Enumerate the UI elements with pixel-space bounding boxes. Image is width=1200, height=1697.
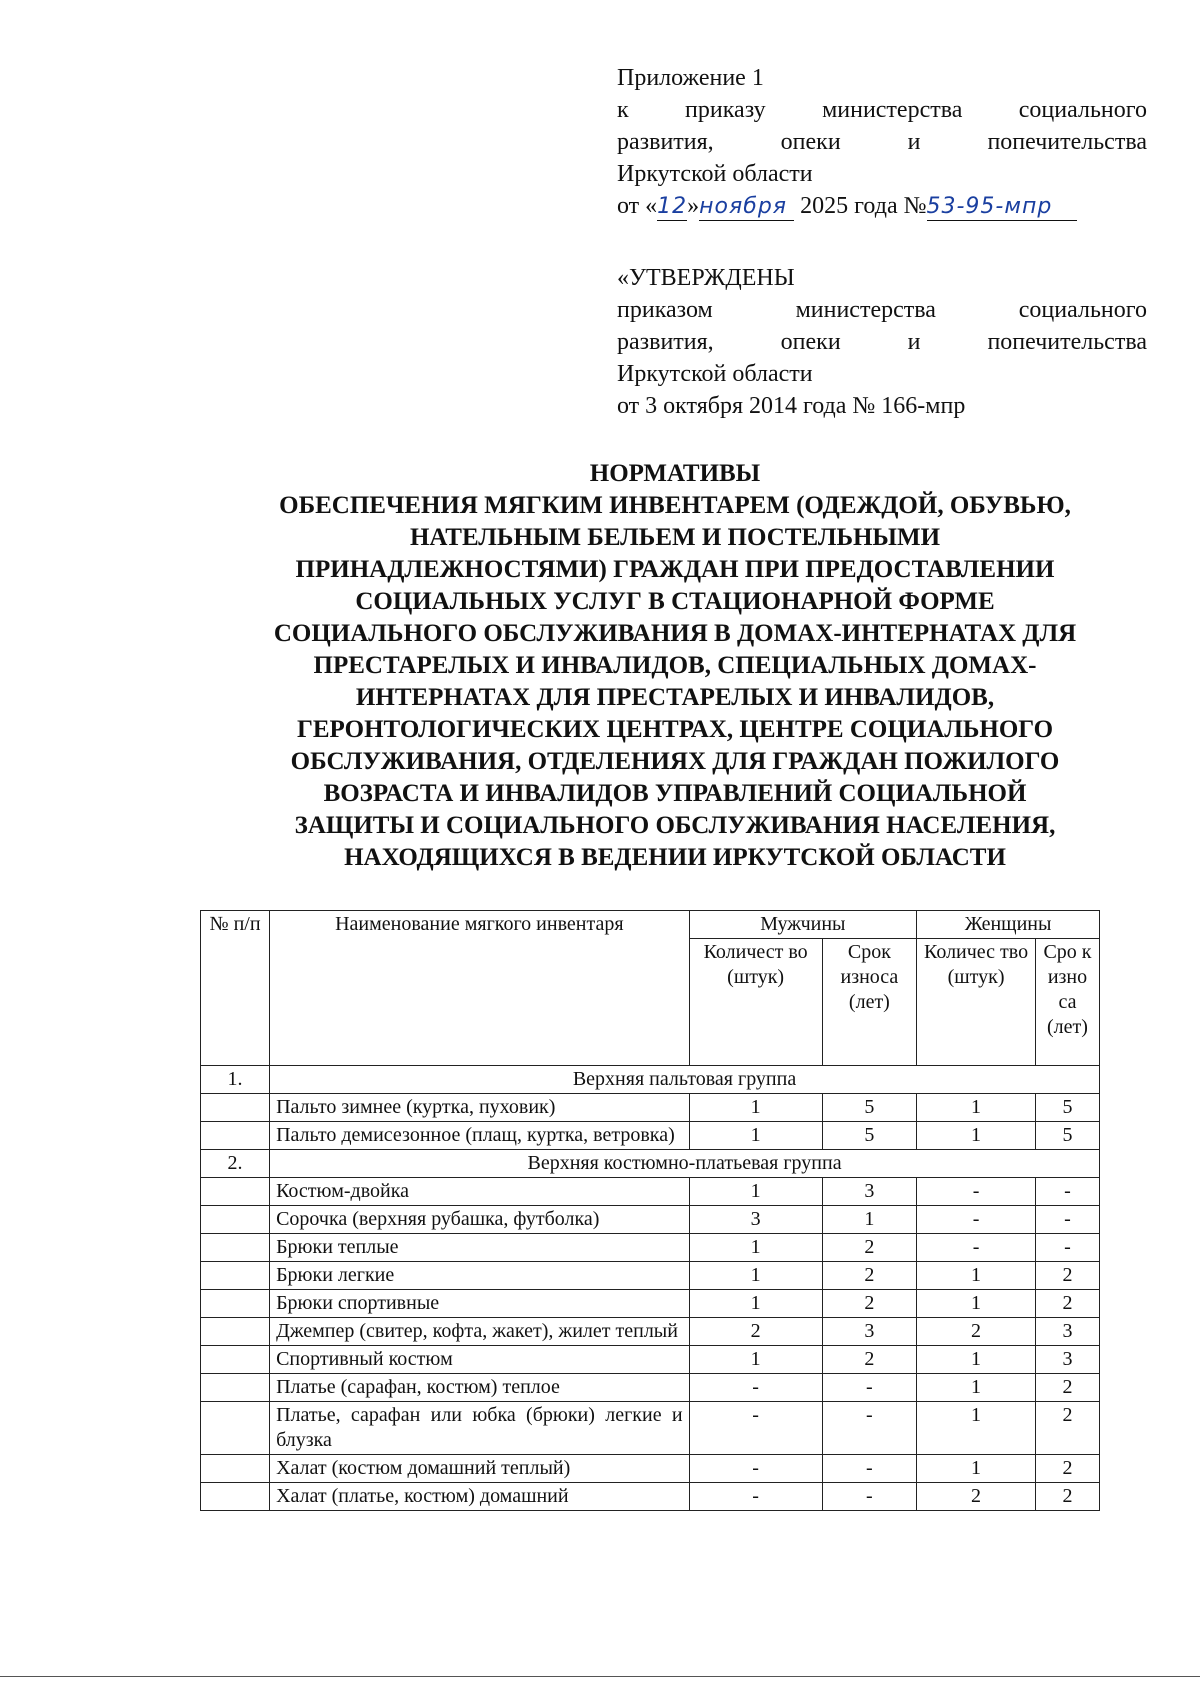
row-number: [201, 1262, 270, 1290]
approved-line: Иркутской области: [617, 361, 813, 387]
appendix-title: Приложение 1: [617, 65, 764, 91]
qty-men: 1: [689, 1290, 822, 1318]
row-number: [201, 1178, 270, 1206]
item-name: Брюки легкие: [270, 1262, 690, 1290]
qty-women: -: [917, 1206, 1036, 1234]
section-row: [201, 1066, 1100, 1094]
col-header-name: Наименование мягкого инвентаря: [270, 911, 690, 1066]
qty-men: 1: [689, 1122, 822, 1150]
row-number: [201, 1234, 270, 1262]
col-header-term-men: Срок износа (лет): [822, 939, 916, 1066]
term-women: 2: [1035, 1262, 1099, 1290]
appendix-line: развития, опеки и попечительства: [617, 129, 1147, 155]
heading-line: СОЦИАЛЬНОГО ОБСЛУЖИВАНИЯ В ДОМАХ-ИНТЕРНАТАХ ДЛЯ: [273, 620, 1077, 647]
term-men: 2: [822, 1262, 916, 1290]
term-women: 3: [1035, 1346, 1099, 1374]
qty-women: 1: [917, 1402, 1036, 1455]
item-name: Сорочка (верхняя рубашка, футболка): [270, 1206, 690, 1234]
qty-women: 1: [917, 1455, 1036, 1483]
qty-women: 1: [917, 1290, 1036, 1318]
heading-line: ВОЗРАСТА И ИНВАЛИДОВ УПРАВЛЕНИЙ СОЦИАЛЬНОЙ: [323, 780, 1027, 807]
appendix-line: к приказу министерства социального: [617, 97, 1147, 123]
qty-women: -: [917, 1234, 1036, 1262]
qty-women: 1: [917, 1374, 1036, 1402]
item-name: Брюки спортивные: [270, 1290, 690, 1318]
row-number: [201, 1374, 270, 1402]
term-women: 5: [1035, 1094, 1099, 1122]
table-row: [201, 1122, 1100, 1150]
table-row: [201, 1374, 1100, 1402]
term-men: -: [822, 1483, 916, 1511]
term-men: 5: [822, 1094, 916, 1122]
col-header-men: Мужчины: [689, 911, 917, 939]
approved-line: приказом министерства социального: [617, 297, 1147, 323]
table-row: [201, 1483, 1100, 1511]
section-title: Верхняя костюмно-платьевая группа: [270, 1150, 1100, 1178]
term-men: 2: [822, 1290, 916, 1318]
section-number: 1.: [201, 1066, 270, 1094]
qty-men: 1: [689, 1178, 822, 1206]
document-heading: [200, 458, 1150, 874]
heading-line: НАХОДЯЩИХСЯ В ВЕДЕНИИ ИРКУТСКОЙ ОБЛАСТИ: [344, 844, 1006, 871]
qty-men: 2: [689, 1318, 822, 1346]
item-name: Пальто зимнее (куртка, пуховик): [270, 1094, 690, 1122]
term-women: 5: [1035, 1122, 1099, 1150]
qty-women: 1: [917, 1346, 1036, 1374]
section-number: 2.: [201, 1150, 270, 1178]
term-women: 2: [1035, 1402, 1099, 1455]
qty-men: 1: [689, 1094, 822, 1122]
approved-block: [617, 262, 1147, 422]
term-women: -: [1035, 1234, 1099, 1262]
term-women: -: [1035, 1206, 1099, 1234]
heading-line: ПРИНАДЛЕЖНОСТЯМИ) ГРАЖДАН ПРИ ПРЕДОСТАВЛЕНИИ: [295, 556, 1055, 583]
approved-line: от 3 октября 2014 года № 166-мпр: [617, 393, 966, 419]
handwritten-day: 12: [657, 194, 688, 219]
qty-men: -: [689, 1374, 822, 1402]
section-row: [201, 1150, 1100, 1178]
row-number: [201, 1402, 270, 1455]
term-men: -: [822, 1374, 916, 1402]
item-name: Платье (сарафан, костюм) теплое: [270, 1374, 690, 1402]
appendix-block: [617, 62, 1147, 222]
col-header-qty-women: Количес тво (штук): [917, 939, 1036, 1066]
qty-men: 3: [689, 1206, 822, 1234]
row-number: [201, 1206, 270, 1234]
col-header-qty-men: Количест во (штук): [689, 939, 822, 1066]
table-row: [201, 1346, 1100, 1374]
term-women: -: [1035, 1178, 1099, 1206]
qty-women: 2: [917, 1483, 1036, 1511]
heading-line: ЗАЩИТЫ И СОЦИАЛЬНОГО ОБСЛУЖИВАНИЯ НАСЕЛЕНИЯ,: [294, 812, 1056, 839]
qty-men: -: [689, 1455, 822, 1483]
heading-line: ПРЕСТАРЕЛЫХ И ИНВАЛИДОВ, СПЕЦИАЛЬНЫХ ДОМАХ-: [313, 652, 1037, 679]
qty-women: 1: [917, 1262, 1036, 1290]
item-name: Халат (костюм домашний теплый): [270, 1455, 690, 1483]
qty-women: 1: [917, 1122, 1036, 1150]
term-men: 2: [822, 1346, 916, 1374]
qty-women: -: [917, 1178, 1036, 1206]
qty-women: 1: [917, 1094, 1036, 1122]
heading-line: ИНТЕРНАТАХ ДЛЯ ПРЕСТАРЕЛЫХ И ИНВАЛИДОВ,: [355, 684, 995, 711]
appendix-date: [617, 190, 1147, 222]
table-row: [201, 1455, 1100, 1483]
table-row: [201, 1290, 1100, 1318]
qty-men: -: [689, 1402, 822, 1455]
header-row: [201, 911, 1100, 939]
term-men: 1: [822, 1206, 916, 1234]
heading-line: ГЕРОНТОЛОГИЧЕСКИХ ЦЕНТРАХ, ЦЕНТРЕ СОЦИАЛЬНОГО: [296, 716, 1054, 743]
appendix-line: Иркутской области: [617, 161, 813, 187]
term-men: 3: [822, 1178, 916, 1206]
page-bottom-divider: [0, 1676, 1200, 1677]
heading-line: ОБСЛУЖИВАНИЯ, ОТДЕЛЕНИЯХ ДЛЯ ГРАЖДАН ПОЖИЛОГО: [290, 748, 1060, 775]
section-title: Верхняя пальтовая группа: [270, 1066, 1100, 1094]
qty-men: 1: [689, 1234, 822, 1262]
item-name: Брюки теплые: [270, 1234, 690, 1262]
term-women: 2: [1035, 1290, 1099, 1318]
col-header-term-women: Сро к изно са (лет): [1035, 939, 1099, 1066]
heading-line: СОЦИАЛЬНЫХ УСЛУГ В СТАЦИОНАРНОЙ ФОРМЕ: [355, 588, 995, 615]
term-women: 2: [1035, 1374, 1099, 1402]
qty-men: 1: [689, 1346, 822, 1374]
item-name: Спортивный костюм: [270, 1346, 690, 1374]
table-row: [201, 1318, 1100, 1346]
row-number: [201, 1290, 270, 1318]
term-men: -: [822, 1402, 916, 1455]
handwritten-month: ноября: [699, 194, 794, 221]
row-number: [201, 1346, 270, 1374]
row-number: [201, 1455, 270, 1483]
handwritten-order-number: 53-95-мпр: [927, 194, 1077, 221]
term-men: 3: [822, 1318, 916, 1346]
date-year: 2025 года №: [794, 193, 927, 219]
term-women: 3: [1035, 1318, 1099, 1346]
qty-women: 2: [917, 1318, 1036, 1346]
table-row: [201, 1094, 1100, 1122]
heading-line: ОБЕСПЕЧЕНИЯ МЯГКИМ ИНВЕНТАРЕМ (ОДЕЖДОЙ, ОБУВЬЮ,: [279, 492, 1071, 519]
term-men: 2: [822, 1234, 916, 1262]
table-row: [201, 1402, 1100, 1455]
date-prefix: от «: [617, 193, 658, 219]
heading-line: НАТЕЛЬНЫМ БЕЛЬЕМ И ПОСТЕЛЬНЫМИ: [409, 524, 941, 551]
item-name: Платье, сарафан или юбка (брюки) легкие и блузка: [270, 1402, 690, 1455]
row-number: [201, 1318, 270, 1346]
term-men: -: [822, 1455, 916, 1483]
item-name: Джемпер (свитер, кофта, жакет), жилет теплый: [270, 1318, 690, 1346]
term-women: 2: [1035, 1455, 1099, 1483]
qty-men: -: [689, 1483, 822, 1511]
col-header-women: Женщины: [917, 911, 1100, 939]
item-name: Пальто демисезонное (плащ, куртка, ветровка): [270, 1122, 690, 1150]
heading-line: НОРМАТИВЫ: [589, 460, 761, 487]
term-men: 5: [822, 1122, 916, 1150]
item-name: Костюм-двойка: [270, 1178, 690, 1206]
item-name: Халат (платье, костюм) домашний: [270, 1483, 690, 1511]
approved-line: развития, опеки и попечительства: [617, 329, 1147, 355]
table-row: [201, 1234, 1100, 1262]
norms-table: [200, 910, 1100, 1511]
qty-men: 1: [689, 1262, 822, 1290]
row-number: [201, 1094, 270, 1122]
row-number: [201, 1122, 270, 1150]
approved-title: «УТВЕРЖДЕНЫ: [617, 265, 795, 291]
table-row: [201, 1206, 1100, 1234]
table-row: [201, 1178, 1100, 1206]
term-women: 2: [1035, 1483, 1099, 1511]
date-mid: »: [687, 193, 700, 219]
col-header-number: № п/п: [201, 911, 270, 1066]
table-row: [201, 1262, 1100, 1290]
row-number: [201, 1483, 270, 1511]
